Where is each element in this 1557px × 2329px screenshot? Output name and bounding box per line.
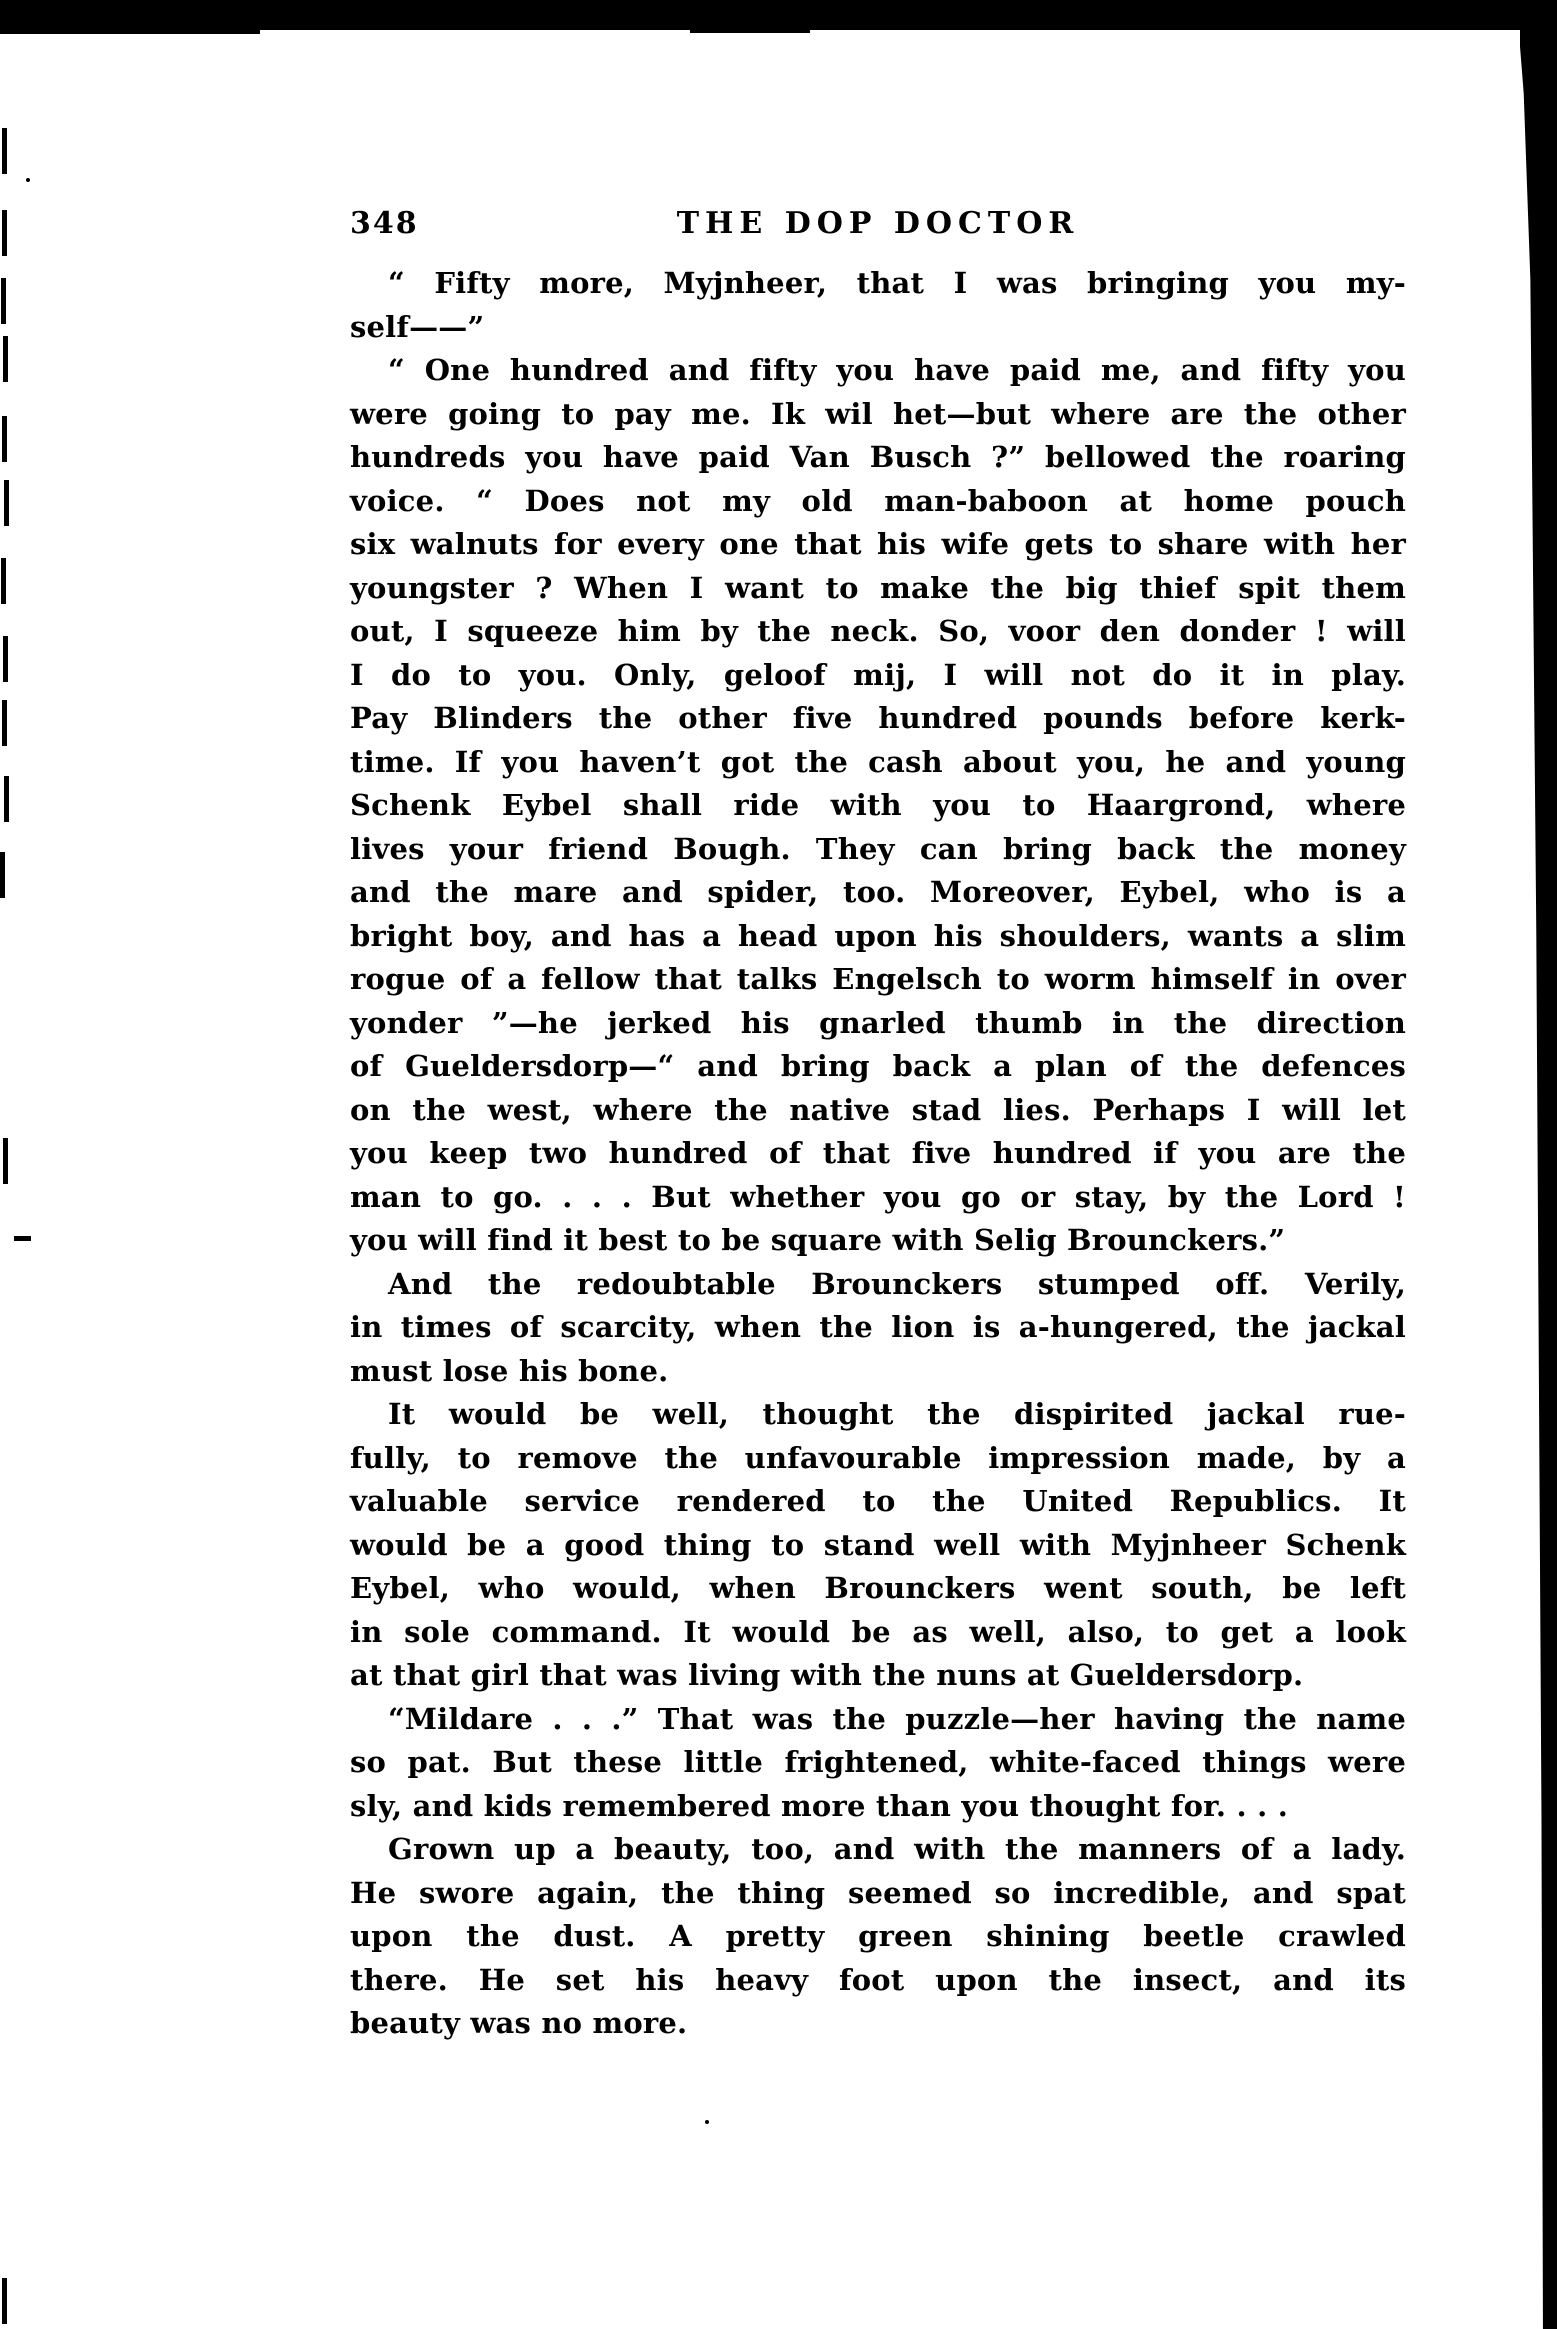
text-line: there. He set his heavy foot upon the insect, and its (350, 1962, 1406, 1997)
text-line: It would be well, thought the dispirited jackal rue- (388, 1397, 1406, 1431)
text-line: of Gueldersdorp—“ and bring back a plan of the defences (350, 1049, 1406, 1083)
text-line: “Mildare . . .” That was the puzzle—her having the name (388, 1701, 1406, 1736)
text-line: I do to you. Only, geloof mij, I will not do it in play. (350, 657, 1406, 692)
scan-edge-top-ragged (0, 30, 260, 34)
text-line: upon the dust. A pretty green shining beetle crawled (350, 1919, 1406, 1953)
text-line: self——” (350, 309, 485, 344)
scan-edge-right (1520, 0, 1557, 2329)
text-line: “ Fifty more, Myjnheer, that I was bringing you my- (388, 266, 1406, 300)
text-line: youngster ? When I want to make the big thief spit them (350, 570, 1406, 605)
text-line: rogue of a fellow that talks Engelsch to worm himself in over (350, 962, 1406, 996)
scan-edge-top (0, 0, 1557, 30)
text-line: in times of scarcity, when the lion is a-hungered, the jackal (350, 1310, 1406, 1344)
text-line: yonder ”—he jerked his gnarled thumb in the direction (350, 1005, 1406, 1040)
page-body (350, 262, 1406, 2046)
paragraph (350, 1698, 1406, 1829)
text-line: fully, to remove the unfavourable impression made, by a (350, 1440, 1406, 1475)
text-line: And the redoubtable Brounckers stumped off. Verily, (388, 1266, 1406, 1301)
page-title: THE DOP DOCTOR (676, 206, 1080, 241)
scan-dot (705, 2120, 709, 2124)
text-line: Grown up a beauty, too, and with the manners of a lady. (388, 1832, 1406, 1866)
text-line: out, I squeeze him by the neck. So, voor den donder ! will (350, 614, 1406, 648)
text-line: bright boy, and has a head upon his shoulders, wants a slim (350, 918, 1406, 953)
text-line: six walnuts for every one that his wife gets to share with her (350, 527, 1406, 561)
text-line: you will find it best to be square with Selig Brounckers.” (350, 1223, 1286, 1257)
text-line: so pat. But these little frightened, white-faced things were (350, 1745, 1406, 1779)
text-line: you keep two hundred of that five hundred if you are the (350, 1136, 1406, 1170)
text-line: He swore again, the thing seemed so incredible, and spat (350, 1875, 1406, 1910)
text-line: lives your friend Bough. They can bring back the money (350, 831, 1406, 866)
running-head (350, 206, 1406, 250)
text-line: must lose his bone. (350, 1353, 669, 1388)
text-line: Pay Blinders the other five hundred pounds before kerk- (350, 701, 1406, 735)
text-line: sly, and kids remembered more than you thought for. . . . (350, 1788, 1288, 1823)
paragraph (350, 1828, 1406, 2046)
paragraph (350, 349, 1406, 1263)
text-line: would be a good thing to stand well with Myjnheer Schenk (350, 1527, 1406, 1562)
paragraph (350, 1263, 1406, 1394)
scan-dot (26, 178, 30, 182)
text-line: and the mare and spider, too. Moreover, Eybel, who is a (350, 875, 1406, 909)
paragraph (350, 1393, 1406, 1698)
scan-edge-top-ragged-2 (690, 30, 810, 33)
text-line: “ One hundred and fifty you have paid me, and fifty you (388, 353, 1406, 387)
text-line: at that girl that was living with the nuns at Gueldersdorp. (350, 1658, 1304, 1692)
text-line: time. If you haven’t got the cash about you, he and young (350, 744, 1406, 779)
scan-speckles-left (2, 128, 7, 174)
text-line: were going to pay me. Ik wil het—but where are the other (350, 396, 1406, 431)
text-line: beauty was no more. (350, 2006, 688, 2040)
text-line: valuable service rendered to the United Republics. It (350, 1484, 1406, 1518)
paragraph (350, 262, 1406, 349)
text-line: in sole command. It would be as well, also, to get a look (350, 1614, 1406, 1649)
text-line: man to go. . . . But whether you go or stay, by the Lord ! (350, 1179, 1406, 1214)
text-line: on the west, where the native stad lies. Perhaps I will let (350, 1092, 1406, 1127)
page-number: 348 (350, 206, 419, 241)
scan-mark-dash (14, 1236, 31, 1241)
text-line: Eybel, who would, when Brounckers went south, be left (350, 1571, 1406, 1605)
text-line: hundreds you have paid Van Busch ?” bellowed the roaring (350, 440, 1406, 474)
text-line: Schenk Eybel shall ride with you to Haargrond, where (350, 788, 1406, 822)
text-line: voice. “ Does not my old man-baboon at home pouch (350, 483, 1406, 518)
